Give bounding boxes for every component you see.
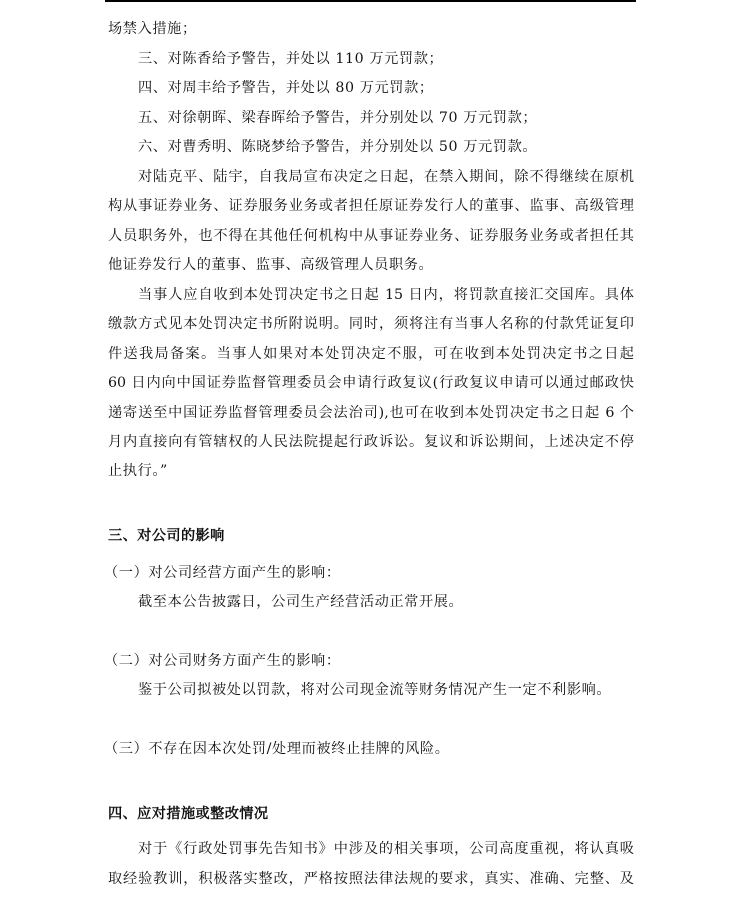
section-4-heading: 四、应对措施或整改情况: [108, 806, 269, 822]
penalty-item-3: 三、对陈香给予警告，并处以 110 万元罚款；: [138, 51, 444, 67]
subsection-3-title: （三）不存在因本次处罚/处理而被终止挂牌的风险。: [104, 741, 450, 757]
ban-paragraph-line: 构从事证券业务、证券服务业务或者担任原证券发行人的董事、监事、高级管理: [108, 198, 634, 214]
payment-paragraph-line: 止执行。”: [108, 463, 168, 479]
subsection-1-title: （一）对公司经营方面产生的影响：: [104, 565, 341, 581]
ban-paragraph-line: 他证券发行人的董事、监事、高级管理人员职务。: [108, 257, 434, 273]
subsection-2-title: （二）对公司财务方面产生的影响：: [104, 653, 341, 669]
penalty-item-4: 四、对周丰给予警告，并处以 80 万元罚款；: [138, 80, 434, 96]
penalty-item-5: 五、对徐朝晖、梁春晖给予警告，并分别处以 70 万元罚款；: [138, 110, 538, 126]
payment-paragraph-line: 递寄送至中国证券监督管理委员会法治司),也可在收到本处罚决定书之日起 6 个: [108, 405, 634, 421]
ban-paragraph-line: 对陆克平、陆宇，自我局宣布决定之日起，在禁入期间，除不得继续在原机: [138, 169, 634, 185]
subsection-2-body: 鉴于公司拟被处以罚款，将对公司现金流等财务情况产生一定不利影响。: [138, 682, 612, 698]
payment-paragraph-line: 当事人应自收到本处罚决定书之日起 15 日内，将罚款直接汇交国库。具体: [138, 287, 634, 303]
continuation-text: 场禁入措施；: [108, 21, 197, 37]
ban-paragraph-line: 人员职务外，也不得在其他任何机构中从事证券业务、证券服务业务或者担任其: [108, 228, 634, 244]
section-4-body-line: 对于《行政处罚事先告知书》中涉及的相关事项，公司高度重视，将认真吸: [138, 841, 634, 857]
section-3-heading: 三、对公司的影响: [108, 528, 225, 544]
payment-paragraph-line: 月内直接向有管辖权的人民法院提起行政诉讼。复议和诉讼期间，上述决定不停: [108, 434, 634, 450]
penalty-item-6: 六、对曹秀明、陈晓梦给予警告，并分别处以 50 万元罚款。: [138, 139, 538, 155]
subsection-1-body: 截至本公告披露日，公司生产经营活动正常开展。: [138, 594, 464, 610]
section-4-body-line: 取经验教训，积极落实整改，严格按照法律法规的要求，真实、准确、完整、及: [108, 871, 634, 887]
payment-paragraph-line: 60 日内向中国证券监督管理委员会申请行政复议(行政复议申请可以通过邮政快: [108, 375, 634, 391]
payment-paragraph-line: 件送我局备案。当事人如果对本处罚决定不服，可在收到本处罚决定书之日起: [108, 346, 634, 362]
payment-paragraph-line: 缴款方式见本处罚决定书所附说明。同时，须将注有当事人名称的付款凭证复印: [108, 316, 634, 332]
page-top-rule: [105, 0, 636, 2]
